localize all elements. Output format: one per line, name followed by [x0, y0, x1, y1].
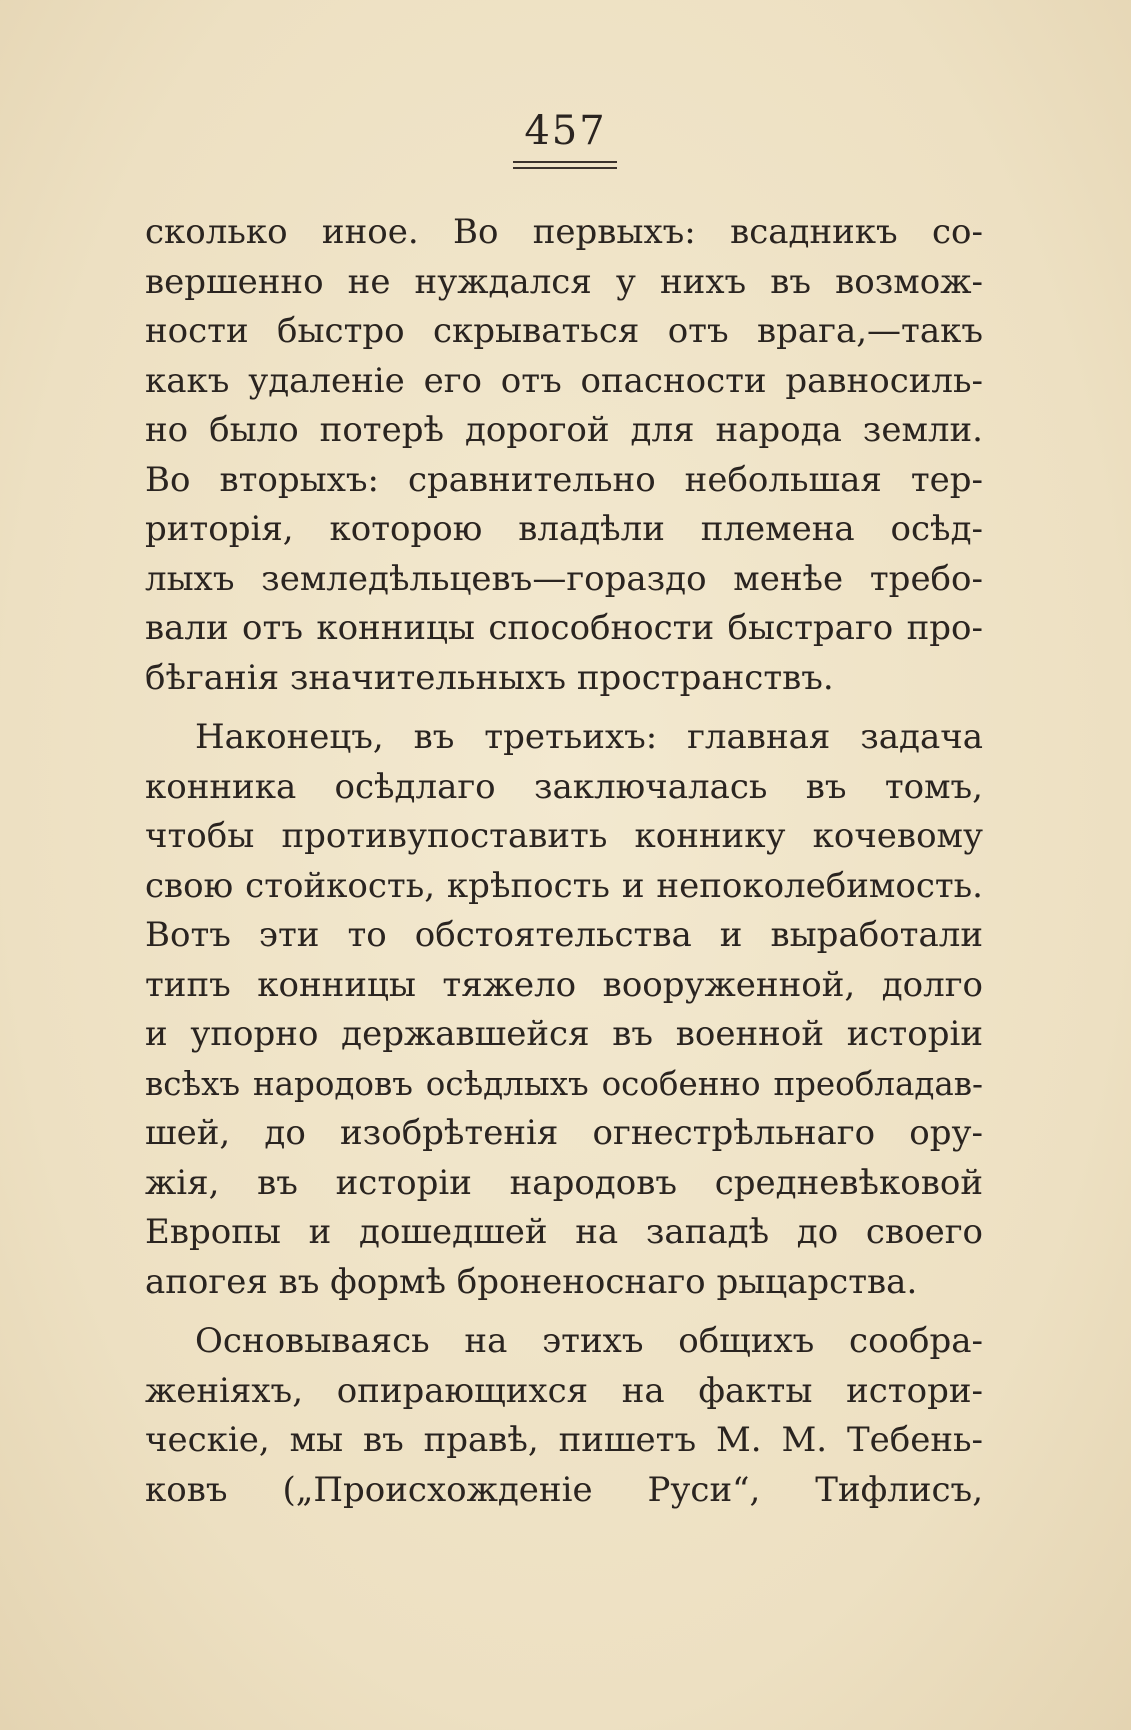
text-line: жія, въ исторіи народовъ средневѣковой	[145, 1162, 983, 1203]
text-line: шей, до изобрѣтенія огнестрѣльнаго ору-	[145, 1113, 983, 1153]
page-number: 457	[524, 108, 607, 154]
text-line: Во вторыхъ: сравнительно небольшая тер-	[145, 459, 983, 500]
text-line: Наконецъ, въ третьихъ: главная задача	[195, 717, 983, 757]
paragraph-3	[145, 1317, 983, 1515]
page-number-rule	[513, 167, 617, 169]
text-line: риторія, которою владѣли племена осѣд-	[145, 509, 983, 549]
text-line: сколько иное. Во первыхъ: всадникъ со-	[145, 212, 983, 252]
paragraph-1	[145, 208, 983, 703]
text-line: Основываясь на этихъ общихъ сообра-	[195, 1321, 983, 1361]
text-line: ковъ („Происхожденіе Руси“, Тифлисъ,	[145, 1469, 983, 1510]
text-line: свою стойкость, крѣпость и непоколебимость.	[145, 865, 983, 906]
text-line: женіяхъ, опирающихся на факты истори-	[145, 1370, 983, 1411]
body-text	[145, 208, 983, 1515]
paragraph-2	[145, 713, 983, 1307]
text-line: Европы и дошедшей на западѣ до своего	[145, 1212, 983, 1252]
text-line: какъ удаленіе его отъ опасности равносиль-	[145, 360, 983, 401]
text-line: бѣганія значительныхъ пространствъ.	[145, 657, 834, 698]
text-line: типъ конницы тяжело вооруженной, долго	[145, 964, 983, 1005]
text-line: конника осѣдлаго заключалась въ томъ,	[145, 766, 983, 807]
text-line: Вотъ эти то обстоятельства и выработали	[145, 915, 983, 955]
text-line: чтобы противупоставить коннику кочевому	[145, 816, 983, 856]
text-line: но было потерѣ дорогой для народа земли.	[145, 410, 983, 450]
text-line: апогея въ формѣ броненоснаго рыцарства.	[145, 1261, 918, 1302]
page-number-rule	[513, 161, 617, 163]
text-line: вали отъ конницы способности быстраго про-	[145, 608, 983, 648]
text-line: и упорно державшейся въ военной исторіи	[145, 1014, 983, 1054]
text-line: лыхъ земледѣльцевъ—гораздо менѣе требо-	[145, 558, 983, 599]
text-line: всѣхъ народовъ осѣдлыхъ особенно преобладав-	[145, 1064, 983, 1103]
text-line: ческіе, мы въ правѣ, пишетъ М. М. Тебень-	[145, 1420, 983, 1460]
text-line: вершенно не нуждался у нихъ въ возмож-	[145, 261, 983, 302]
text-line: ности быстро скрываться отъ врага,—такъ	[145, 311, 983, 351]
